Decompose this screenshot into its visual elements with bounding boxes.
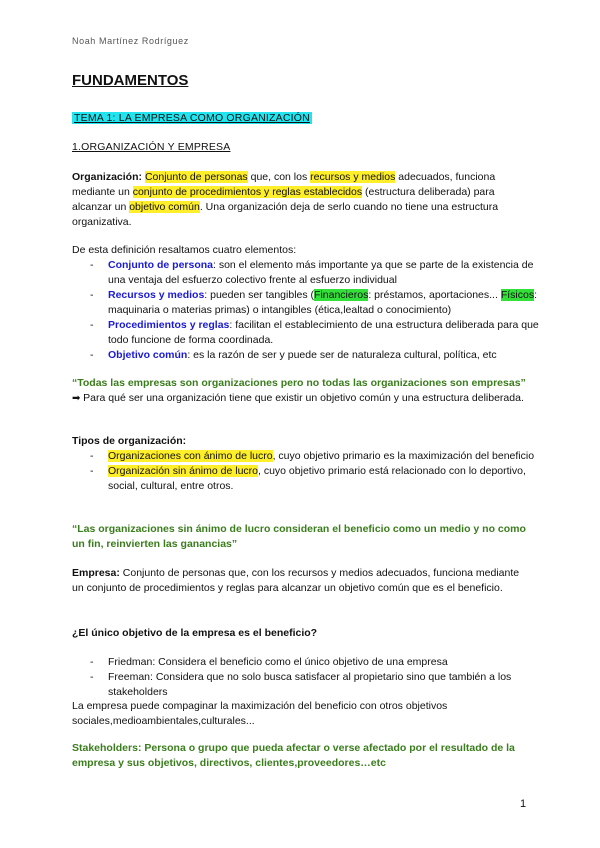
- author-name: Noah Martínez Rodríguez: [72, 36, 189, 46]
- element-term: Procedimientos y reglas: [108, 319, 230, 331]
- list-item: [90, 288, 548, 318]
- text-run: : es la razón de ser y puede ser de naturaleza cultural, política, etc: [187, 349, 497, 361]
- text-run: . Una organización deja de serlo cuando no tiene una estructura organizativa.: [72, 201, 499, 228]
- list-item: [90, 348, 548, 363]
- highlight: recursos y medios: [310, 171, 396, 183]
- definition-paragraph: [72, 170, 530, 230]
- list-item: [90, 449, 548, 464]
- section-heading: 1.ORGANIZACIÓN Y EMPRESA: [72, 141, 231, 153]
- types-list: [72, 449, 548, 494]
- list-item: [90, 464, 548, 494]
- topic-heading: TEMA 1: LA EMPRESA COMO ORGANIZACIÓN: [74, 112, 310, 124]
- text-run: , cuyo objetivo primario es la maximización del beneficio: [272, 450, 535, 462]
- text-run: Para qué ser una organización tiene que existir un objetivo común y una estructura deliberada.: [83, 392, 524, 404]
- highlight: Organizaciones con ánimo de lucro: [108, 450, 273, 462]
- text-run: : préstamos, aportaciones...: [368, 289, 501, 301]
- elements-list: [72, 258, 548, 363]
- elements-intro: De esta definición resaltamos cuatro elementos:: [72, 244, 297, 256]
- list-item: - Friedman: Considera el beneficio como el único objetivo de una empresa: [90, 655, 548, 670]
- element-term: Conjunto de persona: [108, 259, 213, 271]
- quote-nonprofit: “Las organizaciones sin ánimo de lucro consideran el beneficio como un medio y no como un fin, reinvierten las ganancias”: [72, 523, 526, 550]
- text-run: (estructura deliberada) para alcanzar un: [72, 186, 495, 213]
- text-run: : son el elemento más importante ya que se parte de la existencia de una ventaja del esfuerzo colectivo frente al esfuerzo individual: [108, 259, 534, 286]
- highlight: Conjunto de personas: [144, 171, 248, 183]
- highlight: conjunto de procedimientos y reglas establecidos: [132, 186, 363, 198]
- text-run: adecuados, funciona mediante un: [72, 171, 496, 198]
- highlight: objetivo común: [129, 201, 200, 213]
- quote-organizations: [72, 376, 530, 406]
- question-heading: ¿El único objetivo de la empresa es el beneficio?: [72, 627, 318, 639]
- stakeholders-definition: Stakeholders: Persona o grupo que pueda afectar o verse afectado por el resultado de la empresa y sus objetivos, directivos, clientes,proveedores…etc: [72, 742, 515, 769]
- highlight: Financieros: [314, 289, 369, 301]
- empresa-label: Empresa:: [72, 567, 120, 579]
- text-run: : pueden ser tangibles (: [204, 289, 315, 301]
- text-run: , cuyo objetivo primario está relacionado con lo deportivo, social, cultural, entre otros.: [108, 465, 526, 492]
- quote-text: “Todas las empresas son organizaciones pero no todas las organizaciones son empresas”: [72, 377, 526, 389]
- list-item: - Freeman: Considera que no solo busca satisfacer al propietario sino que también a los stakeholders: [90, 670, 548, 700]
- element-term: Objetivo común: [108, 349, 188, 361]
- list-item: [90, 318, 548, 348]
- views-list: [72, 655, 548, 700]
- definition-label: Organización:: [72, 171, 143, 183]
- text-run: Conjunto de personas que, con los recursos y medios adecuados, funciona mediante un conjunto de procedimientos y reglas para alcanzar un objetivo común que es el beneficio.: [72, 567, 520, 594]
- types-heading: Tipos de organización:: [72, 435, 187, 447]
- arrow-icon: ➡: [72, 393, 84, 404]
- list-item: [90, 258, 548, 288]
- compat-paragraph: La empresa puede compaginar la maximización del beneficio con otros objetivos sociales,medioambientales,culturales...: [72, 700, 448, 727]
- element-term: Recursos y medios: [108, 289, 205, 301]
- highlight: Organización sin ánimo de lucro: [108, 465, 258, 477]
- text-run: : facilitan el establecimiento de una estructura deliberada para que todo funcione de forma coordinada.: [108, 319, 539, 346]
- page-title: FUNDAMENTOS: [72, 72, 189, 89]
- page-number: 1: [520, 798, 527, 810]
- text-run: : maquinaria o materias primas) o intangibles (ética,lealtad o conocimiento): [108, 289, 537, 316]
- text-run: que, con los: [247, 171, 311, 183]
- empresa-definition: [72, 566, 530, 596]
- highlight: Físicos: [500, 289, 535, 301]
